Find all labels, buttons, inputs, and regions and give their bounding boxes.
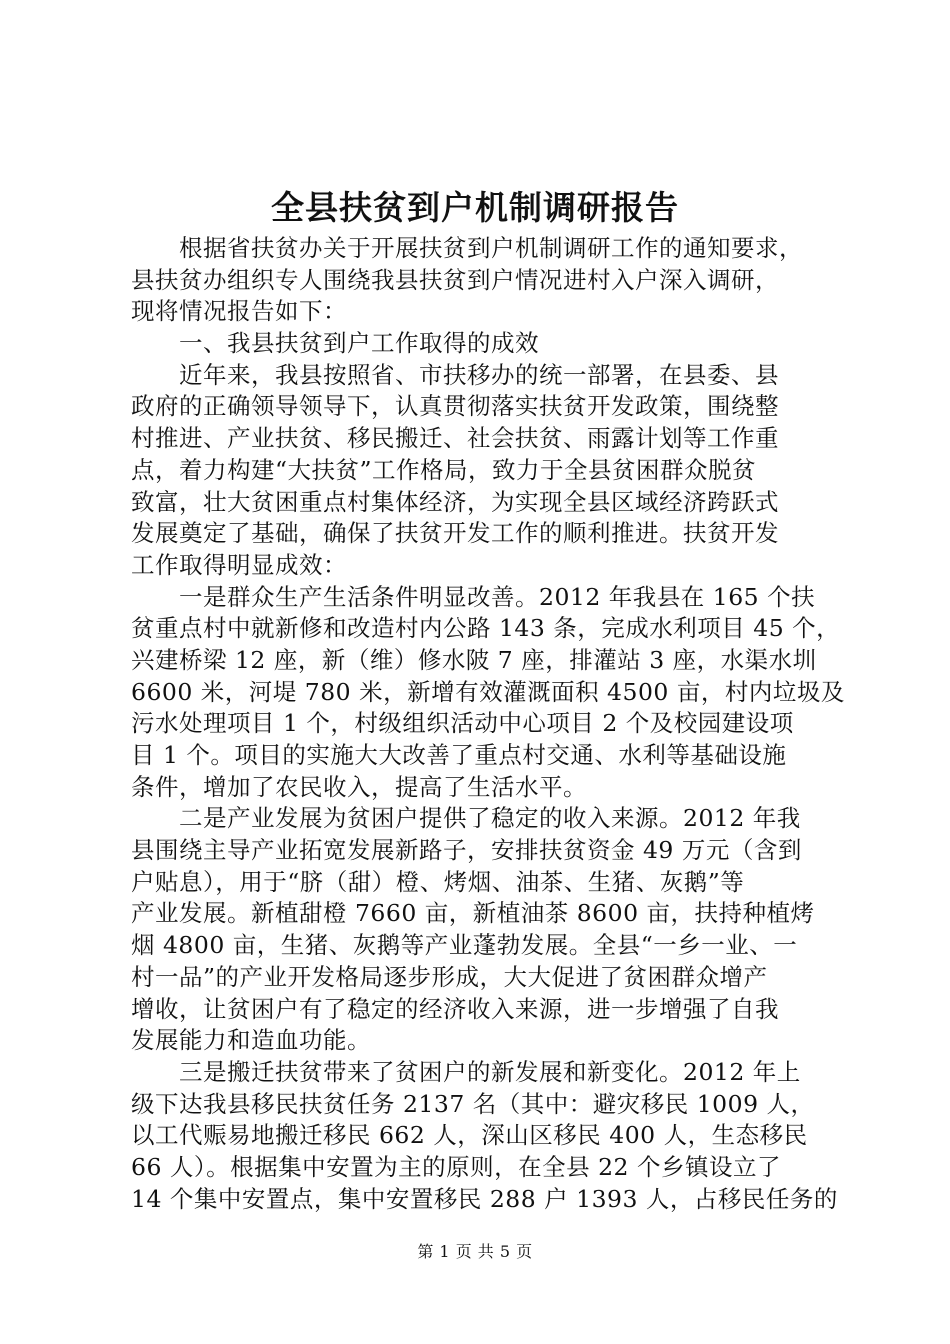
text-line: 政府的正确领导领导下，认真贯彻落实扶贫开发政策，围绕整 — [131, 392, 779, 421]
text-line: 6600 米，河堤 780 米，新增有效灌溉面积 4500 亩，村内垃圾及 — [131, 677, 845, 706]
text-line: 一、我县扶贫到户工作取得的成效 — [179, 329, 539, 358]
text-line: 根据省扶贫办关于开展扶贫到户机制调研工作的通知要求， — [179, 234, 803, 262]
text-line: 致富，壮大贫困重点村集体经济，为实现全县区域经济跨跃式 — [131, 487, 779, 516]
text-line: 三是搬迁扶贫带来了贫困户的新发展和新变化。2012 年上 — [179, 1057, 801, 1086]
text-line: 级下达我县移民扶贫任务 2137 名（其中：避灾移民 1009 人， — [131, 1089, 815, 1118]
text-line: 发展奠定了基础，确保了扶贫开发工作的顺利推进。扶贫开发 — [131, 519, 779, 548]
text-line: 兴建桥梁 12 座，新（维）修水陂 7 座，排灌站 3 座，水渠水圳 — [131, 645, 817, 674]
text-line: 点，着力构建“大扶贫”工作格局，致力于全县贫困群众脱贫 — [131, 455, 757, 484]
text-line: 污水处理项目 1 个，村级组织活动中心项目 2 个及校园建设项 — [131, 709, 794, 738]
text-line: 县围绕主导产业拓宽发展新路子，安排扶贫资金 49 万元（含到 — [131, 836, 802, 865]
text-line: 66 人）。根据集中安置为主的原则，在全县 22 个乡镇设立了 — [131, 1152, 781, 1181]
document-body — [131, 233, 845, 1215]
text-line: 烟 4800 亩，生猪、灰鹅等产业蓬勃发展。全县“一乡一业、一 — [131, 931, 798, 960]
text-line: 产业发展。新植甜橙 7660 亩，新植油茶 8600 亩，扶持种植烤 — [131, 899, 815, 928]
text-line: 户贴息），用于“脐（甜）橙、烤烟、油茶、生猪、灰鹅”等 — [131, 867, 745, 896]
text-line: 目 1 个。项目的实施大大改善了重点村交通、水利等基础设施 — [131, 741, 787, 769]
text-line: 现将情况报告如下： — [131, 297, 347, 326]
text-line: 近年来，我县按照省、市扶移办的统一部署，在县委、县 — [179, 360, 779, 389]
text-line: 村推进、产业扶贫、移民搬迁、社会扶贫、雨露计划等工作重 — [131, 424, 779, 453]
text-line: 县扶贫办组织专人围绕我县扶贫到户情况进村入户深入调研， — [131, 265, 779, 294]
text-line: 条件，增加了农民收入，提高了生活水平。 — [131, 772, 587, 801]
text-line: 增收，让贫困户有了稳定的经济收入来源，进一步增强了自我 — [131, 994, 779, 1023]
text-line: 发展能力和造血功能。 — [131, 1026, 371, 1055]
text-line: 一是群众生产生活条件明显改善。2012 年我县在 165 个扶 — [179, 582, 816, 611]
text-line: 以工代赈易地搬迁移民 662 人，深山区移民 400 人，生态移民 — [131, 1121, 808, 1150]
text-line: 14 个集中安置点，集中安置移民 288 户 1393 人，占移民任务的 — [131, 1184, 838, 1213]
page-footer: 第 1 页 共 5 页 — [417, 1242, 533, 1261]
document-title: 全县扶贫到户机制调研报告 — [271, 188, 679, 227]
text-line: 贫重点村中就新修和改造村内公路 143 条，完成水利项目 45 个， — [131, 614, 841, 643]
text-line: 二是产业发展为贫困户提供了稳定的收入来源。2012 年我 — [179, 804, 801, 833]
text-line: 村一品”的产业开发格局逐步形成，大大促进了贫困群众增产 — [131, 962, 768, 991]
text-line: 工作取得明显成效： — [131, 550, 347, 579]
